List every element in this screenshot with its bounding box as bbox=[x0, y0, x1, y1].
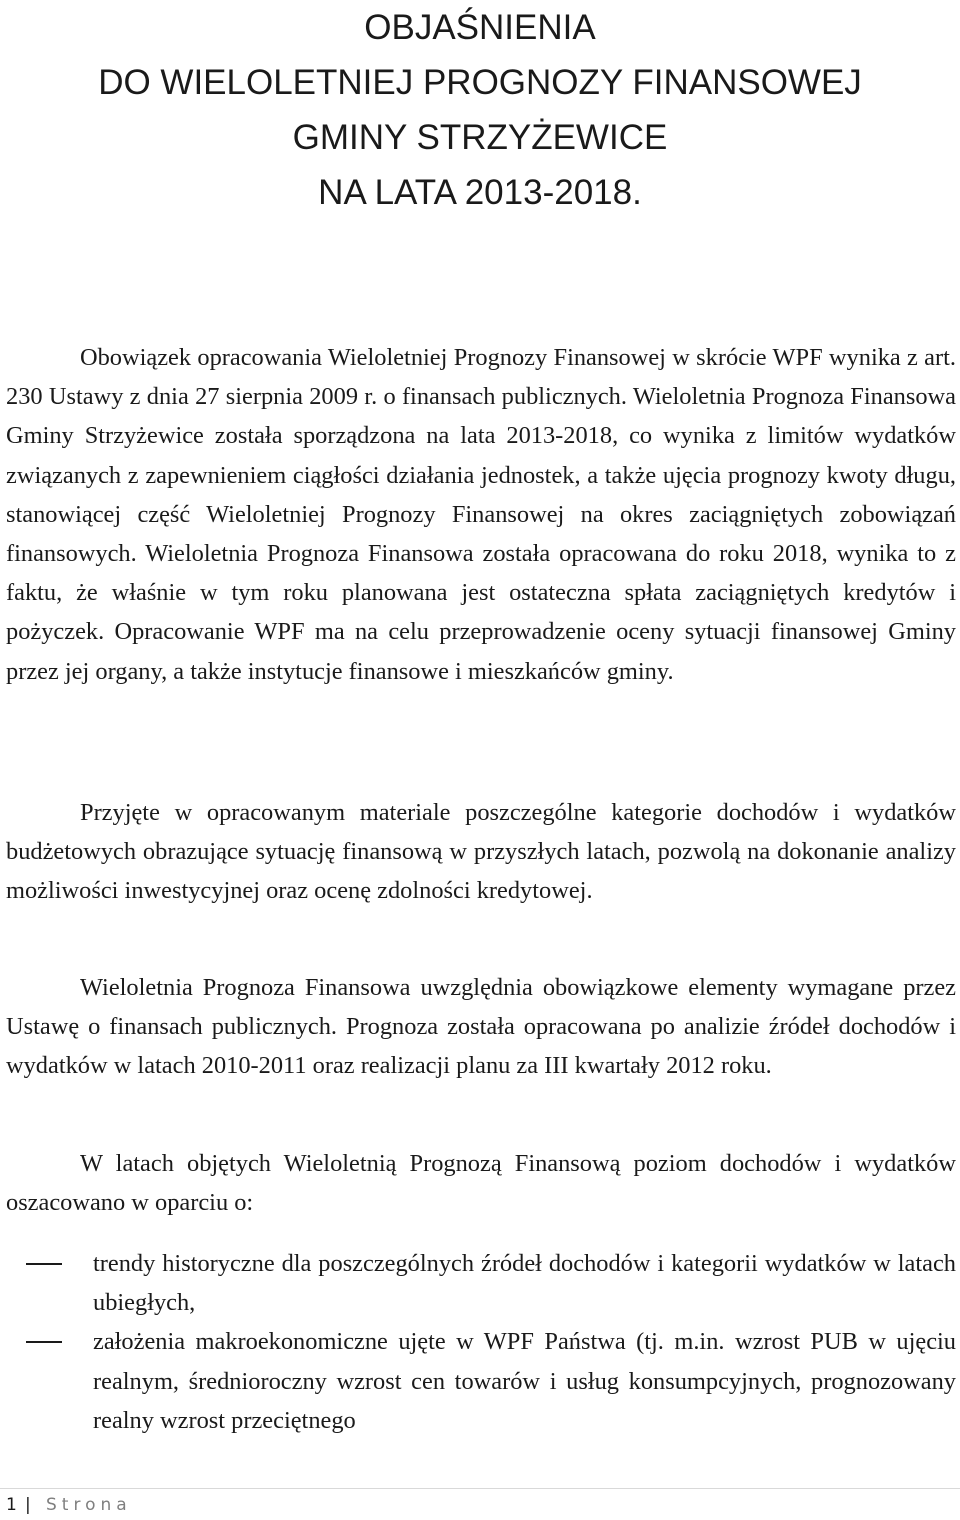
paragraph-1-text: Obowiązek opracowania Wieloletniej Prognozy Finansowej w skrócie WPF wynika z art. 230 Ustawy z dnia 27 sierpnia 2009 r. o finansach publicznych. Wieloletnia Prognoza Finansowa Gminy Strzyżewice została sporządzona na lata 2013-2018, co wynika z limitów wydatków związanych z zapewnieniem ciągłości działania jednostek, a także ujęcia prognozy kwoty długu, stanowiącej część Wieloletniej Prognozy Finansowej na okres zaciągniętych zobowiązań finansowych. Wieloletnia Prognoza Finansowa została opracowana do roku 2018, wynika to z faktu, że właśnie w tym roku planowana jest ostateczna spłata zaciągniętych kredytów i pożyczek. Opracowanie WPF ma na celu przeprowadzenie oceny sytuacji finansowej Gminy przez jej organy, a także instytucje finansowe i mieszkańców gminy. bbox=[6, 344, 956, 685]
document-title bbox=[0, 0, 960, 220]
list-item-text: założenia makroekonomiczne ujęte w WPF Państwa (tj. m.in. wzrost PUB w ujęciu realnym, średnioroczny wzrost cen towarów i usług konsumpcyjnych, prognozowany realny wzrost przeciętnego bbox=[93, 1328, 956, 1434]
basis-list bbox=[0, 1244, 956, 1440]
page-number: 1 bbox=[6, 1495, 17, 1515]
page-footer bbox=[0, 1488, 960, 1517]
paragraph-obligation bbox=[6, 338, 956, 691]
paragraph-categories bbox=[6, 793, 956, 911]
dash-bullet-icon bbox=[26, 1263, 62, 1265]
title-line-3: GMINY STRZYŻEWICE bbox=[292, 118, 668, 157]
list-item bbox=[0, 1244, 956, 1322]
footer-divider bbox=[0, 1488, 960, 1489]
paragraph-estimation bbox=[6, 1144, 956, 1222]
title-line-4: NA LATA 2013-2018. bbox=[318, 173, 642, 212]
dash-bullet-icon bbox=[26, 1341, 62, 1343]
title-line-1: OBJAŚNIENIA bbox=[364, 8, 596, 47]
paragraph-elements bbox=[6, 968, 956, 1086]
list-item bbox=[0, 1322, 956, 1440]
list-item-text: trendy historyczne dla poszczególnych źródeł dochodów i kategorii wydatków w latach ubiegłych, bbox=[93, 1250, 956, 1317]
page-label: Strona bbox=[46, 1495, 132, 1515]
title-line-2: DO WIELOLETNIEJ PROGNOZY FINANSOWEJ bbox=[98, 63, 862, 102]
paragraph-3-text: Wieloletnia Prognoza Finansowa uwzględnia obowiązkowe elementy wymagane przez Ustawę o finansach publicznych. Prognoza została opracowana po analizie źródeł dochodów i wydatków w latach 2010-2011 oraz realizacji planu za III kwartały 2012 roku. bbox=[6, 974, 956, 1080]
paragraph-4-text: W latach objętych Wieloletnią Prognozą Finansową poziom dochodów i wydatków oszacowano w oparciu o: bbox=[6, 1150, 956, 1217]
page-separator: | bbox=[25, 1495, 31, 1515]
paragraph-2-text: Przyjęte w opracowanym materiale poszczególne kategorie dochodów i wydatków budżetowych obrazujące sytuację finansową w przyszłych latach, pozwolą na dokonanie analizy możliwości inwestycyjnej oraz ocenę zdolności kredytowej. bbox=[6, 799, 956, 905]
